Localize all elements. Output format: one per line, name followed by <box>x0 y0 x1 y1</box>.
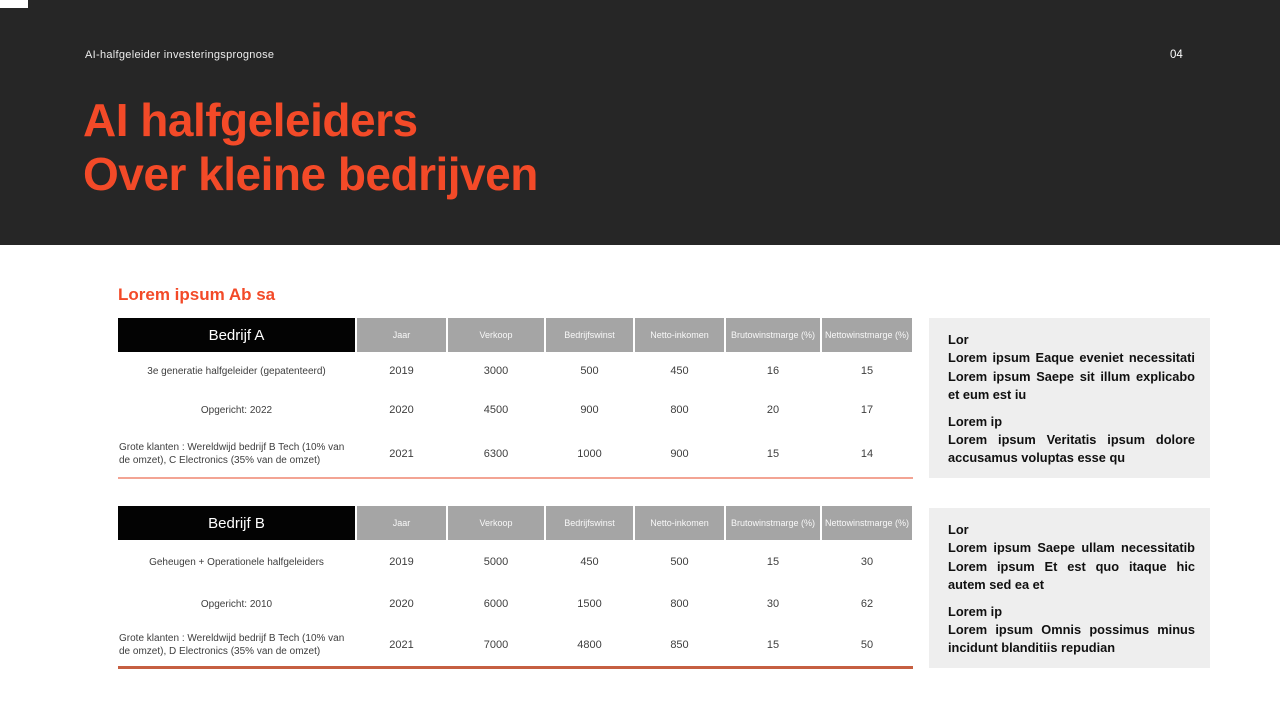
note-paragraph <box>948 521 1195 595</box>
cell-value: 20 <box>766 404 780 416</box>
cell-value: 6000 <box>483 598 509 610</box>
table-bedrijf-b <box>118 506 913 669</box>
row-label: Geheugen + Operationele halfgeleiders <box>149 556 324 568</box>
note-paragraph <box>948 603 1195 658</box>
note-paragraph <box>948 413 1195 468</box>
column-header-verkoop: Verkoop <box>448 318 544 352</box>
column-header-nettowinstmarge: Nettowinstmarge (%) <box>822 506 912 540</box>
row-label: Opgericht: 2022 <box>200 404 273 416</box>
note-heading: Lor <box>948 332 969 347</box>
row-label: Grote klanten : Wereldwijd bedrijf B Tech (10% van de omzet), C Electronics (35% van de omzet) <box>119 441 345 466</box>
cell-value: 15 <box>766 639 780 651</box>
table-bedrijf-a <box>118 318 913 479</box>
note-box-1 <box>929 318 1210 478</box>
column-header-bedrijfswinst: Bedrijfswinst <box>546 506 633 540</box>
slide-title-line2: Over kleine bedrijven <box>83 148 538 200</box>
column-header-jaar: Jaar <box>357 318 446 352</box>
section-heading: Lorem ipsum Ab sa <box>118 285 276 304</box>
cell-value: 3000 <box>483 365 509 377</box>
cell-value: 900 <box>670 447 689 460</box>
column-header-netto-inkomen: Netto-inkomen <box>635 318 724 352</box>
eyebrow-text: AI-halfgeleider investeringsprognose <box>85 49 275 61</box>
table-row <box>118 540 913 584</box>
column-header-jaar: Jaar <box>357 506 446 540</box>
table-a-divider <box>118 477 913 479</box>
slide-title-line1: AI halfgeleiders <box>83 94 418 146</box>
cell-value: 450 <box>670 365 689 377</box>
note-body: Lorem ipsum Omnis possimus minus incidunt blanditiis repudian <box>948 622 1195 656</box>
note-heading: Lorem ip <box>948 413 1003 429</box>
cell-value: 2020 <box>389 404 414 416</box>
note-box-2 <box>929 508 1210 668</box>
cell-value: 50 <box>860 639 874 651</box>
cell-value: 500 <box>670 556 689 568</box>
cell-value: 500 <box>580 365 599 377</box>
table-header-row <box>118 506 913 540</box>
cell-value: 2019 <box>389 365 414 377</box>
company-header-cell: Bedrijf A <box>118 318 355 352</box>
cell-value: 4500 <box>483 404 509 416</box>
cell-value: 2019 <box>389 556 414 568</box>
note-heading: Lorem ip <box>948 603 1003 619</box>
cell-value: 5000 <box>483 556 509 568</box>
table-row <box>118 584 913 624</box>
corner-notch <box>0 0 28 8</box>
cell-value: 30 <box>860 556 874 568</box>
table-row <box>118 624 913 666</box>
slide-title <box>83 93 538 201</box>
cell-value: 6300 <box>483 447 509 460</box>
cell-value: 800 <box>670 598 689 610</box>
cell-value: 15 <box>860 365 874 377</box>
cell-value: 1500 <box>577 598 602 610</box>
cell-value: 7000 <box>483 639 509 651</box>
cell-value: 900 <box>580 404 599 416</box>
cell-value: 800 <box>670 404 689 416</box>
cell-value: 2021 <box>389 447 414 460</box>
table-row <box>118 352 913 390</box>
cell-value: 15 <box>766 447 780 460</box>
cell-value: 30 <box>766 598 780 610</box>
note-body: Lorem ipsum Veritatis ipsum dolore accusamus voluptas esse qu <box>948 432 1195 466</box>
cell-value: 17 <box>860 404 874 416</box>
cell-value: 450 <box>580 556 599 568</box>
cell-value: 15 <box>766 556 780 568</box>
page-number: 04 <box>1170 49 1183 61</box>
cell-value: 16 <box>766 365 780 377</box>
cell-value: 1000 <box>577 447 602 460</box>
cell-value: 850 <box>670 639 689 651</box>
column-header-nettowinstmarge: Nettowinstmarge (%) <box>822 318 912 352</box>
row-label: Opgericht: 2010 <box>200 598 273 610</box>
table-row <box>118 430 913 477</box>
cell-value: 14 <box>860 447 874 460</box>
column-header-bedrijfswinst: Bedrijfswinst <box>546 318 633 352</box>
slide-header-band <box>0 0 1280 245</box>
cell-value: 4800 <box>577 639 602 651</box>
table-b-divider <box>118 666 913 669</box>
row-label: 3e generatie halfgeleider (gepatenteerd) <box>147 365 326 377</box>
column-header-verkoop: Verkoop <box>448 506 544 540</box>
table-row <box>118 390 913 430</box>
cell-value: 2021 <box>389 639 414 651</box>
column-header-brutowinstmarge: Brutowinstmarge (%) <box>726 318 820 352</box>
table-header-row <box>118 318 913 352</box>
row-label: Grote klanten : Wereldwijd bedrijf B Tech (10% van de omzet), D Electronics (35% van de omzet) <box>119 633 345 657</box>
note-body: Lorem ipsum Eaque eveniet necessitati Lorem ipsum Saepe sit illum explicabo et eum est iu <box>948 350 1195 403</box>
cell-value: 62 <box>860 598 874 610</box>
note-heading: Lor <box>948 522 969 537</box>
note-paragraph <box>948 331 1195 405</box>
note-body: Lorem ipsum Saepe ullam necessitatib Lorem ipsum Et est quo itaque hic autem sed ea et <box>948 540 1195 593</box>
column-header-brutowinstmarge: Brutowinstmarge (%) <box>726 506 820 540</box>
company-header-cell: Bedrijf B <box>118 506 355 540</box>
column-header-netto-inkomen: Netto-inkomen <box>635 506 724 540</box>
cell-value: 2020 <box>389 598 414 610</box>
